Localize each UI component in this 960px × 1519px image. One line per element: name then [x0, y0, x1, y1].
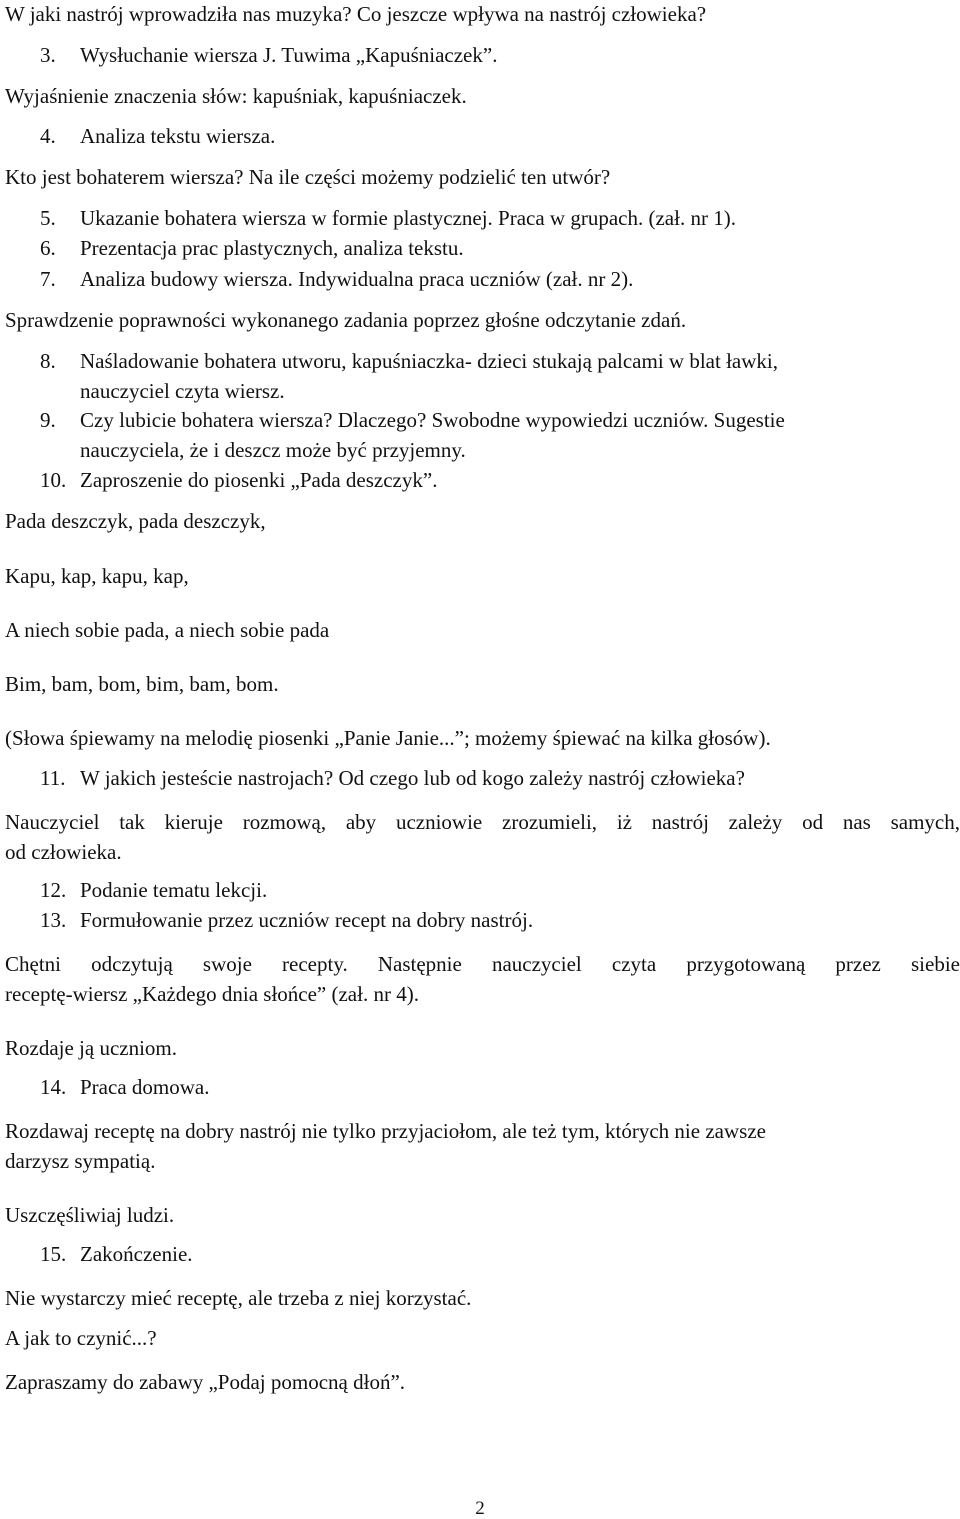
- list-item-text: Zakończenie.: [80, 1242, 193, 1266]
- song-line: Bim, bam, bom, bim, bam, bom.: [5, 672, 279, 696]
- paragraph-volunteers-cont: receptę-wiersz „Każdego dnia słońce” (zał. nr 4).: [5, 982, 419, 1006]
- list-item-text: Ukazanie bohatera wiersza w formie plastycznej. Praca w grupach. (zał. nr 1).: [80, 206, 736, 230]
- list-item-number: 10.: [40, 468, 67, 492]
- list-item-number: 15.: [40, 1242, 67, 1266]
- list-item-number: 13.: [40, 908, 67, 932]
- list-item-text: Formułowanie przez uczniów recept na dobry nastrój.: [80, 908, 534, 932]
- paragraph-music-mood: W jaki nastrój wprowadziła nas muzyka? Co jeszcze wpływa na nastrój człowieka?: [5, 2, 707, 26]
- list-item-number: 11.: [40, 766, 66, 790]
- list-item-text: Praca domowa.: [80, 1075, 210, 1099]
- song-note: (Słowa śpiewamy na melodię piosenki „Panie Janie...”; możemy śpiewać na kilka głosów).: [5, 726, 771, 750]
- paragraph-happy: Uszczęśliwiaj ludzi.: [5, 1203, 175, 1227]
- paragraph-recipe: Rozdawaj receptę na dobry nastrój nie tylko przyjaciołom, ale też tym, których nie zawsze: [5, 1119, 766, 1143]
- paragraph-recipe-cont: darzysz sympatią.: [5, 1149, 156, 1173]
- paragraph-volunteers: Chętni odczytują swoje recepty. Następnie nauczyciel czyta przygotowaną przez siebie: [5, 952, 960, 976]
- list-item-text: Czy lubicie bohatera wiersza? Dlaczego? Swobodne wypowiedzi uczniów. Sugestie: [80, 408, 785, 432]
- list-item-number: 7.: [40, 267, 56, 291]
- song-line: A niech sobie pada, a niech sobie pada: [5, 618, 330, 642]
- paragraph-how: A jak to czynić...?: [5, 1326, 157, 1350]
- list-item-number: 9.: [40, 408, 56, 432]
- list-item-text: Prezentacja prac plastycznych, analiza tekstu.: [80, 236, 464, 260]
- list-item-number: 5.: [40, 206, 56, 230]
- song-line: Kapu, kap, kapu, kap,: [5, 564, 189, 588]
- list-item-number: 8.: [40, 349, 56, 373]
- list-item-text: Analiza budowy wiersza. Indywidualna praca uczniów (zał. nr 2).: [80, 267, 634, 291]
- paragraph-teacher: Nauczyciel tak kieruje rozmową, aby uczniowie zrozumieli, iż nastrój zależy od nas samych,: [5, 810, 960, 834]
- paragraph-invite: Zapraszamy do zabawy „Podaj pomocną dłoń”.: [5, 1370, 406, 1394]
- paragraph-word-meaning: Wyjaśnienie znaczenia słów: kapuśniak, kapuśniaczek.: [5, 84, 467, 108]
- paragraph-check: Sprawdzenie poprawności wykonanego zadania poprzez głośne odczytanie zdań.: [5, 308, 687, 332]
- list-item-number: 4.: [40, 124, 56, 148]
- paragraph-teacher-cont: od człowieka.: [5, 840, 122, 864]
- song-line: Pada deszczyk, pada deszczyk,: [5, 509, 266, 533]
- list-item-text: Podanie tematu lekcji.: [80, 878, 268, 902]
- list-item-number: 12.: [40, 878, 67, 902]
- list-item-number: 6.: [40, 236, 56, 260]
- list-item-continuation: nauczyciel czyta wiersz.: [80, 379, 285, 403]
- list-item-number: 3.: [40, 43, 56, 67]
- list-item-continuation: nauczyciela, że i deszcz może być przyjemny.: [80, 438, 466, 462]
- list-item-text: Wysłuchanie wiersza J. Tuwima „Kapuśniaczek”.: [80, 43, 498, 67]
- paragraph-distribute: Rozdaje ją uczniom.: [5, 1036, 178, 1060]
- paragraph-not-enough: Nie wystarczy mieć receptę, ale trzeba z niej korzystać.: [5, 1286, 472, 1310]
- list-item-number: 14.: [40, 1075, 67, 1099]
- list-item-text: Analiza tekstu wiersza.: [80, 124, 276, 148]
- page-number: 2: [475, 1498, 485, 1519]
- list-item-text: Naśladowanie bohatera utworu, kapuśniaczka- dzieci stukają palcami w blat ławki,: [80, 349, 778, 373]
- list-item-text: W jakich jesteście nastrojach? Od czego lub od kogo zależy nastrój człowieka?: [80, 766, 745, 790]
- list-item-text: Zaproszenie do piosenki „Pada deszczyk”.: [80, 468, 438, 492]
- paragraph-hero-question: Kto jest bohaterem wiersza? Na ile części możemy podzielić ten utwór?: [5, 165, 611, 189]
